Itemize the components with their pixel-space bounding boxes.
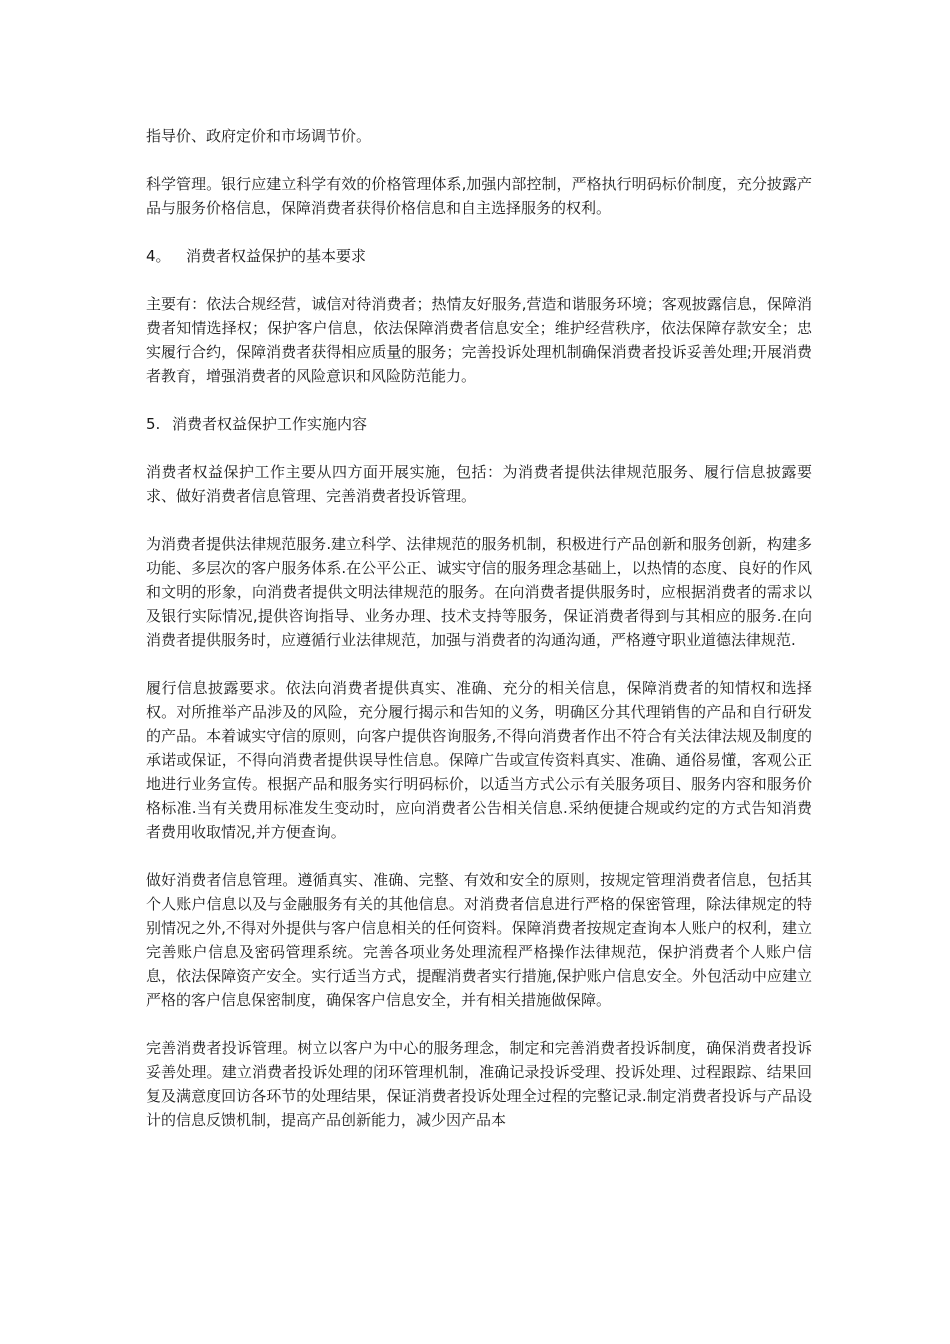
section-heading-4: [146, 244, 812, 268]
section-title: 消费者权益保护的基本要求: [186, 247, 367, 265]
document-body: [146, 124, 812, 1156]
section-number: 5.: [146, 415, 161, 433]
paragraph-basic-requirements: 主要有：依法合规经营，诚信对待消费者；热情友好服务,营造和谐服务环境；客观披露信息，保障消费者知情选择权；保护客户信息，依法保障消费者信息安全；维护经营秩序，依法保障存款安全；忠实履行合约，保障消费者获得相应质量的服务；完善投诉处理机制确保消费者投诉妥善处理;开展消费者教育，增强消费者的风险意识和风险防范能力。: [146, 295, 812, 385]
paragraph-legal-service: 为消费者提供法律规范服务.建立科学、法律规范的服务机制，积极进行产品创新和服务创新，构建多功能、多层次的客户服务体系.在公平公正、诚实守信的服务理念基础上，以热情的态度、良好的作风和文明的形象，向消费者提供文明法律规范的服务。在向消费者提供服务时，应根据消费者的需求以及银行实际情况,提供咨询指导、业务办理、技术支持等服务，保证消费者得到与其相应的服务.在向消费者提供服务时，应遵循行业法律规范，加强与消费者的沟通沟通，严格遵守职业道德法律规范.: [146, 535, 812, 649]
paragraph-info-management: 做好消费者信息管理。遵循真实、准确、完整、有效和安全的原则，按规定管理消费者信息，包括其个人账户信息以及与金融服务有关的其他信息。对消费者信息进行严格的保密管理，除法律规定的特别情况之外,不得对外提供与客户信息相关的任何资料。保障消费者按规定查询本人账户的权利，建立完善账户信息及密码管理系统。完善各项业务处理流程严格操作法律规范，保护消费者个人账户信息，依法保障资产安全。实行适当方式，提醒消费者实行措施,保护账户信息安全。外包活动中应建立严格的客户信息保密制度，确保客户信息安全，并有相关措施做保障。: [146, 871, 812, 1009]
section-heading-5: [146, 412, 812, 436]
paragraph-disclosure: 履行信息披露要求。依法向消费者提供真实、准确、充分的相关信息，保障消费者的知情权和选择权。对所推举产品涉及的风险，充分履行揭示和告知的义务，明确区分其代理销售的产品和自行研发的产品。本着诚实守信的原则，向客户提供咨询服务,不得向消费者作出不符合有关法律法规及制度的承诺或保证，不得向消费者提供误导性信息。保障广告或宣传资料真实、准确、通俗易懂，客观公正地进行业务宣传。根据产品和服务实行明码标价，以适当方式公示有关服务项目、服务内容和服务价格标准.当有关费用标准发生变动时，应向消费者公告相关信息.采纳便捷合规或约定的方式告知消费者费用收取情况,并方便查询。: [146, 679, 812, 841]
section-title: 消费者权益保护工作实施内容: [172, 415, 368, 433]
section-number: 4。: [146, 247, 171, 265]
paragraph-complaint-management: 完善消费者投诉管理。树立以客户为中心的服务理念，制定和完善消费者投诉制度，确保消费者投诉妥善处理。建立消费者投诉处理的闭环管理机制，准确记录投诉受理、投诉处理、过程跟踪、结果回复及满意度回访各环节的处理结果，保证消费者投诉处理全过程的完整记录.制定消费者投诉与产品设计的信息反馈机制，提高产品创新能力，减少因产品本: [146, 1039, 812, 1129]
paragraph-four-aspects: 消费者权益保护工作主要从四方面开展实施，包括：为消费者提供法律规范服务、履行信息披露要求、做好消费者信息管理、完善消费者投诉管理。: [146, 463, 812, 505]
paragraph-price-types: 指导价、政府定价和市场调节价。: [146, 127, 372, 145]
paragraph-scientific-management: 科学管理。银行应建立科学有效的价格管理体系,加强内部控制，严格执行明码标价制度，充分披露产品与服务价格信息，保障消费者获得价格信息和自主选择服务的权利。: [146, 175, 812, 217]
